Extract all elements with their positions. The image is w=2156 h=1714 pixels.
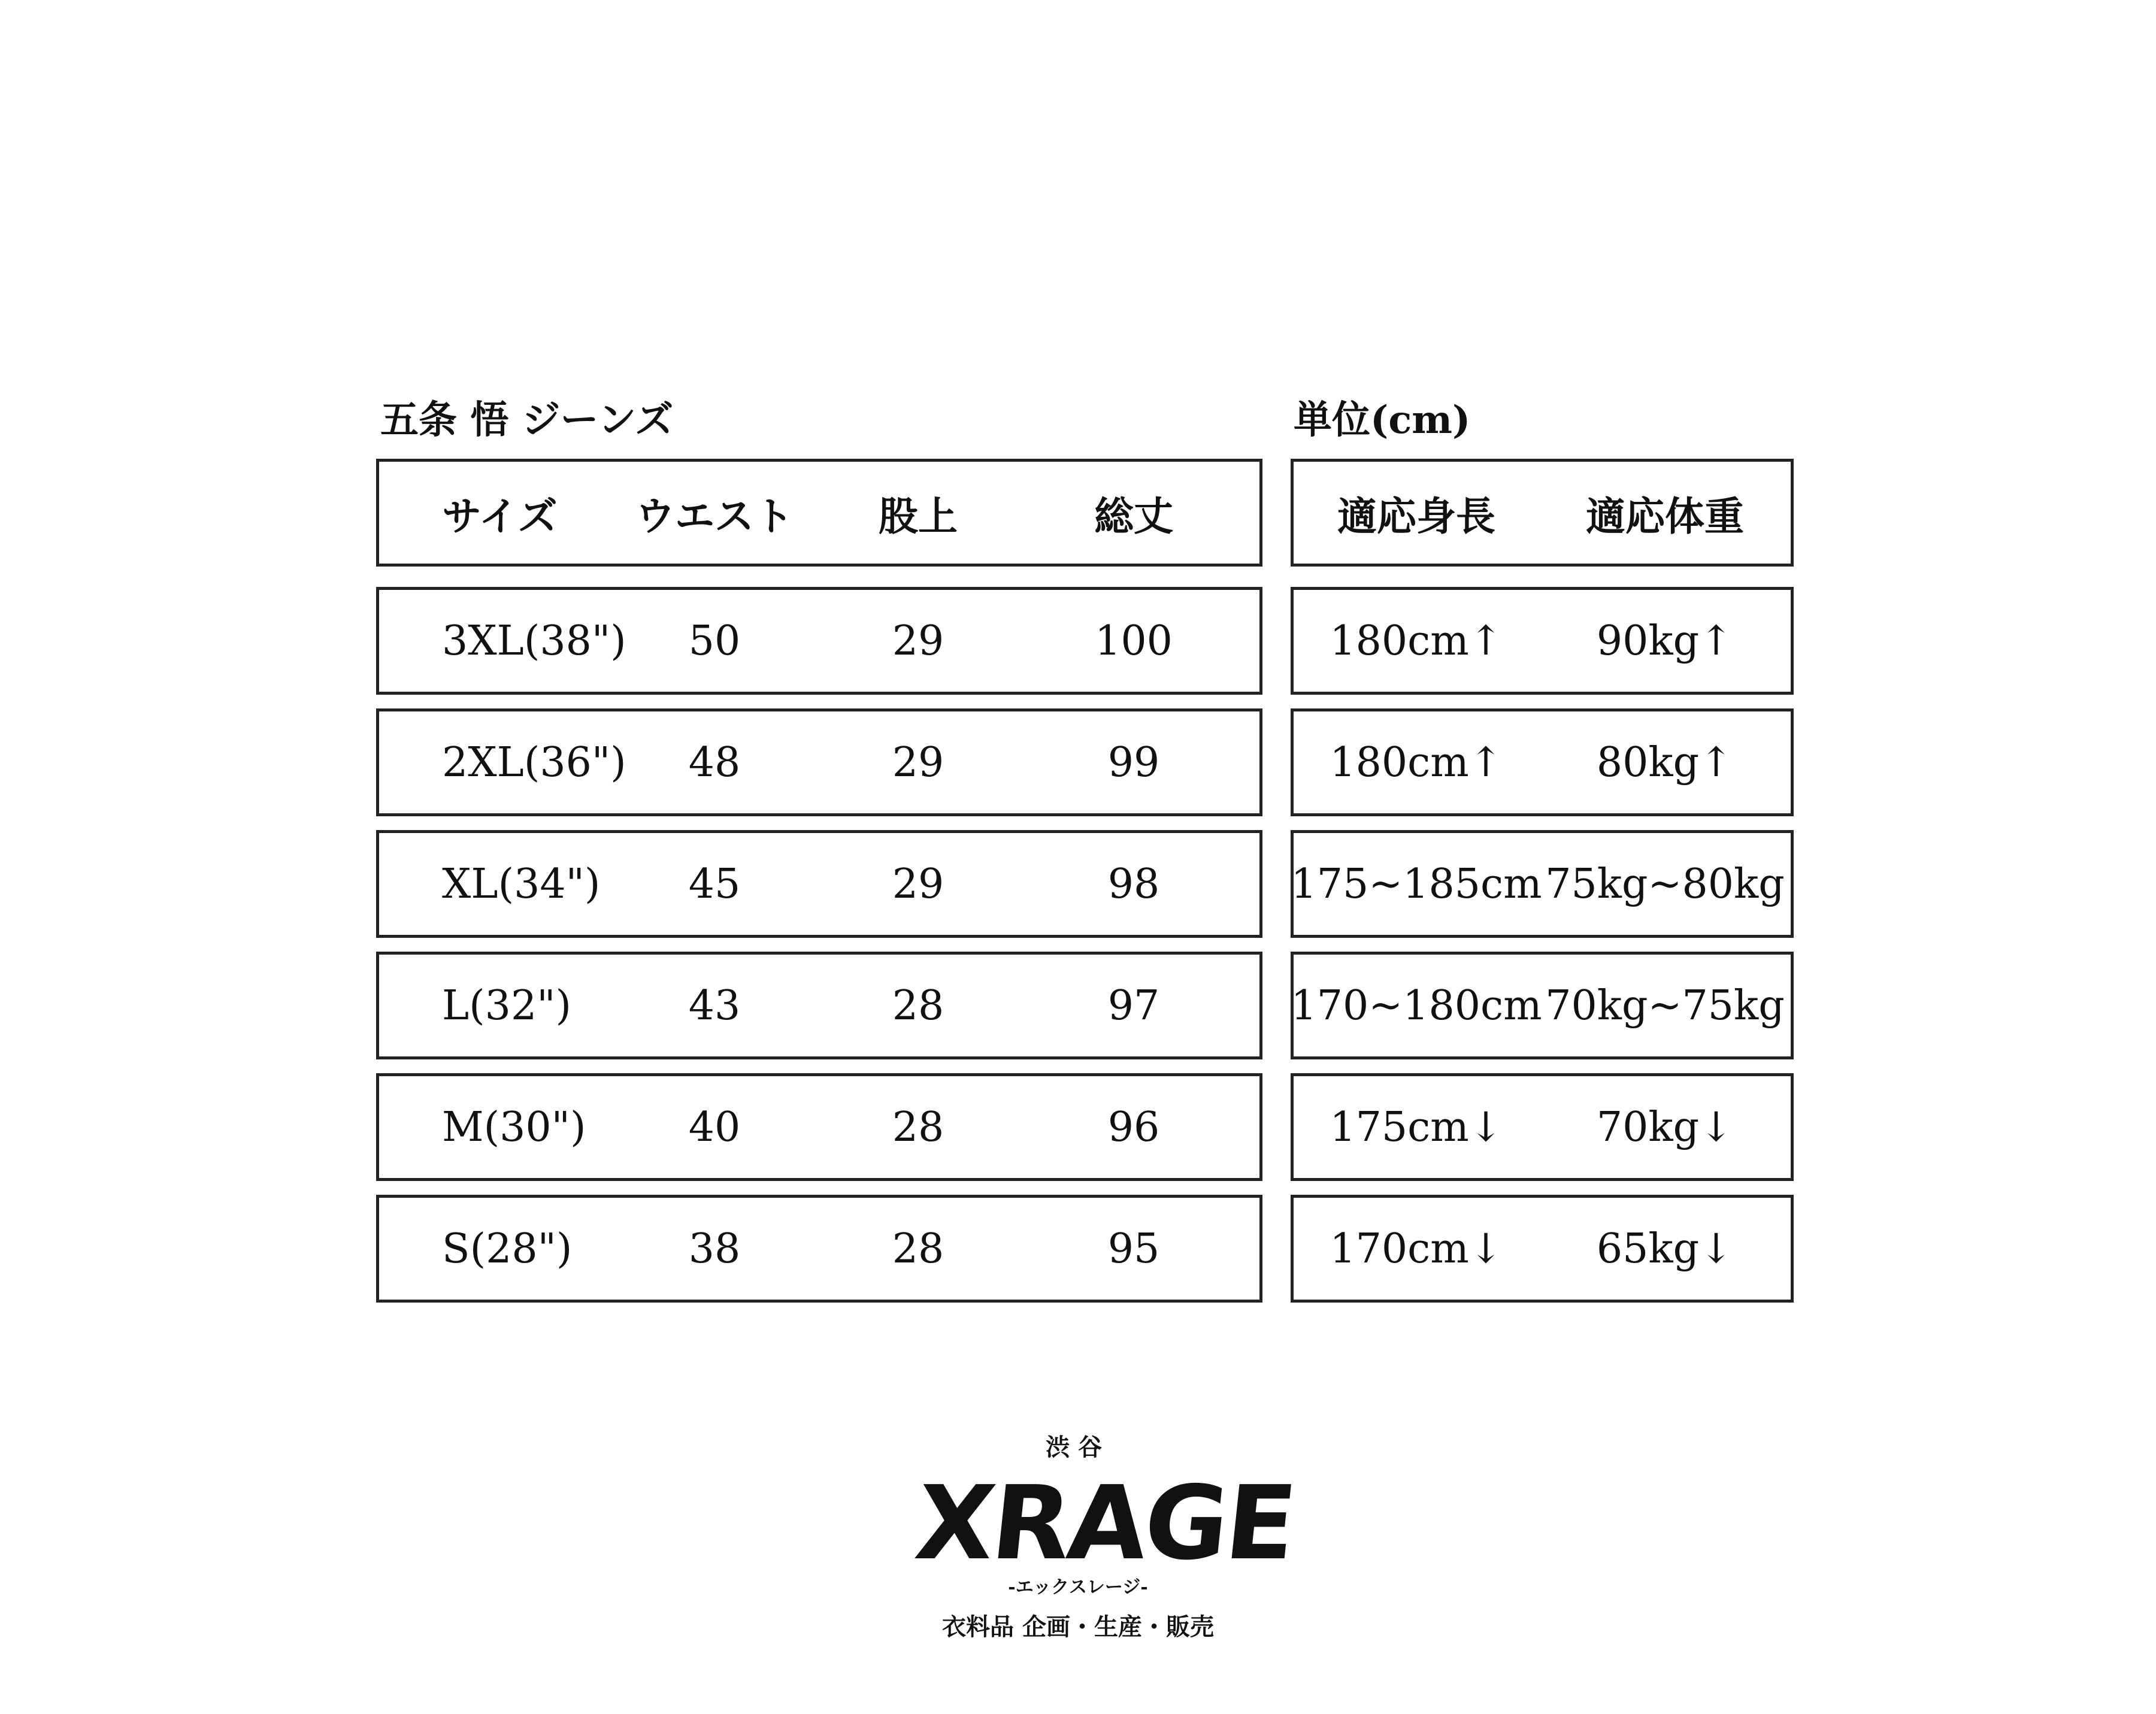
waist-cell: 43: [688, 982, 741, 1029]
weight-cell: 80kg↑: [1596, 738, 1734, 786]
length-cell: 97: [1107, 982, 1160, 1029]
length-cell: 96: [1107, 1103, 1160, 1151]
unit-label: 単位(cm): [1294, 398, 1471, 443]
size-row: [376, 1073, 1262, 1181]
fit-table-header: [1291, 459, 1794, 567]
weight-cell: 70kg↓: [1596, 1103, 1734, 1151]
fit-row: [1291, 587, 1794, 695]
logo-kana: -エックスレージ-: [1008, 1577, 1148, 1598]
size-cell: 3XL(38"): [442, 617, 626, 665]
fit-row: [1291, 830, 1794, 938]
size-row: [376, 952, 1262, 1059]
logo-place: 渋谷: [1046, 1433, 1110, 1461]
rise-cell: 28: [892, 1225, 944, 1273]
rise-cell: 29: [892, 738, 944, 786]
header-rise: 股上: [879, 492, 958, 540]
weight-cell: 75kg~80kg: [1545, 860, 1785, 908]
logo-mark: XRAGE: [910, 1464, 1300, 1583]
fit-row: [1291, 708, 1794, 816]
fit-row: [1291, 1195, 1794, 1303]
height-cell: 170cm↓: [1330, 1225, 1503, 1273]
size-cell: XL(34"): [442, 860, 601, 908]
rise-cell: 28: [892, 982, 944, 1029]
length-cell: 95: [1107, 1225, 1160, 1273]
waist-cell: 45: [688, 860, 741, 908]
length-cell: 98: [1107, 860, 1160, 908]
header-length: 総丈: [1094, 492, 1173, 540]
height-cell: 170~180cm: [1291, 982, 1542, 1029]
height-cell: 175cm↓: [1330, 1103, 1503, 1151]
header-waist: ウエスト: [635, 492, 794, 540]
size-cell: 2XL(36"): [442, 738, 626, 786]
header-weight: 適応体重: [1586, 492, 1744, 540]
size-cell: L(32"): [442, 982, 572, 1029]
size-row: [376, 830, 1262, 938]
waist-cell: 48: [688, 738, 741, 786]
fit-row: [1291, 952, 1794, 1059]
chart-title: 五条 悟 ジーンズ: [380, 398, 674, 443]
weight-cell: 70kg~75kg: [1545, 982, 1785, 1029]
size-cell: S(28"): [442, 1225, 573, 1273]
header-height: 適応身長: [1337, 492, 1495, 540]
length-cell: 99: [1107, 738, 1160, 786]
fit-row: [1291, 1073, 1794, 1181]
logo-description: 衣料品 企画・生産・販売: [942, 1613, 1214, 1641]
waist-cell: 38: [688, 1225, 741, 1273]
length-cell: 100: [1095, 617, 1173, 665]
height-cell: 175~185cm: [1291, 860, 1542, 908]
waist-cell: 40: [688, 1103, 741, 1151]
rise-cell: 29: [892, 860, 944, 908]
weight-cell: 65kg↓: [1596, 1225, 1734, 1273]
header-size: サイズ: [442, 492, 558, 540]
brand-logo: [910, 1428, 1300, 1641]
weight-cell: 90kg↑: [1596, 617, 1734, 665]
waist-cell: 50: [688, 617, 741, 665]
size-row: [376, 708, 1262, 816]
rise-cell: 28: [892, 1103, 944, 1151]
height-cell: 180cm↑: [1330, 738, 1503, 786]
rise-cell: 29: [892, 617, 944, 665]
size-row: [376, 587, 1262, 695]
size-row: [376, 1195, 1262, 1303]
size-table-header: [376, 459, 1262, 567]
height-cell: 180cm↑: [1330, 617, 1503, 665]
size-cell: M(30"): [442, 1103, 586, 1151]
